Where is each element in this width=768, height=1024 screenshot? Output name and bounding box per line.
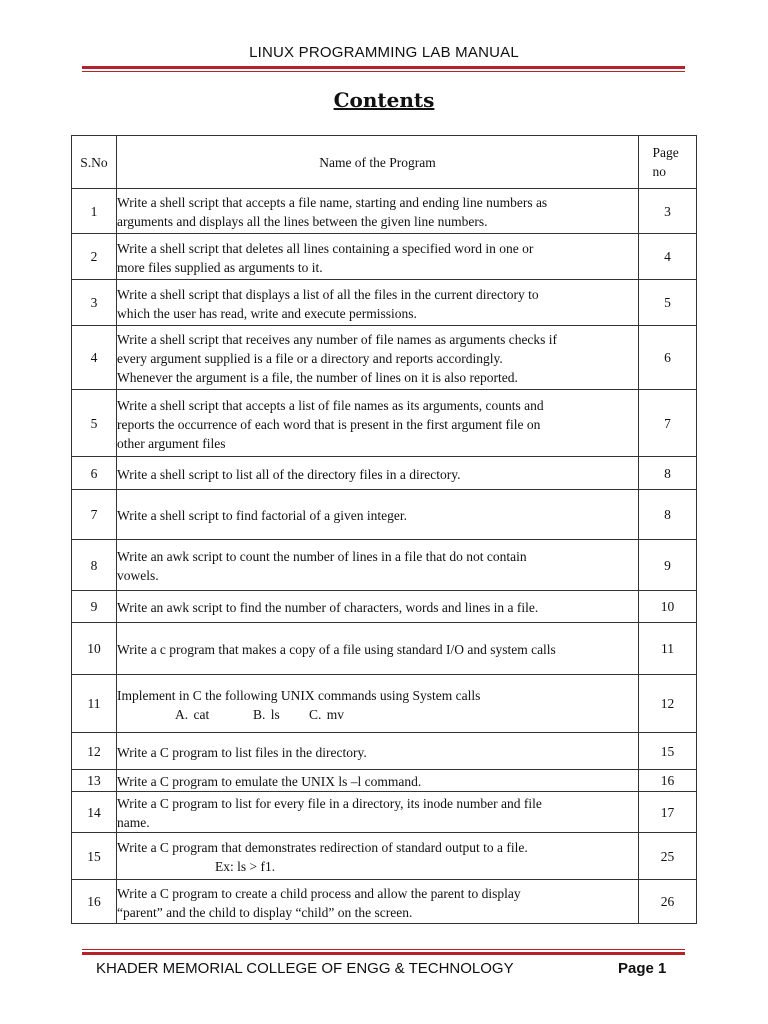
row-program	[117, 326, 639, 390]
program-line: Write a shell script to find factorial of a given integer.	[117, 508, 407, 523]
row-program	[117, 833, 639, 880]
table-row	[72, 733, 697, 770]
row-program	[117, 280, 639, 326]
row-sno: 4	[72, 326, 117, 390]
row-program	[117, 490, 639, 540]
program-line: Write a c program that makes a copy of a file using standard I/O and system calls	[117, 642, 556, 657]
program-line: Write a shell script that deletes all lines containing a specified word in one or	[117, 240, 534, 256]
row-page-no: 15	[639, 733, 697, 770]
program-line: Whenever the argument is a file, the number of lines on it is also reported.	[117, 370, 518, 385]
row-page-no: 10	[639, 591, 697, 623]
command-option: C. mv	[309, 706, 345, 722]
contents-heading: Contents	[333, 88, 435, 112]
row-page-no: 5	[639, 280, 697, 326]
row-sno: 1	[72, 189, 117, 234]
table-header-row	[72, 136, 697, 189]
row-program	[117, 770, 639, 792]
row-program	[117, 234, 639, 280]
program-line: Write a shell script that displays a list of all the files in the current directory to	[117, 286, 539, 302]
footer-page-number: Page 1	[618, 960, 667, 977]
program-line: Write an awk script to find the number of characters, words and lines in a file.	[117, 600, 539, 615]
row-program	[117, 390, 639, 457]
table-row	[72, 770, 697, 792]
header-sno: S.No	[72, 136, 117, 189]
row-page-no: 8	[639, 457, 697, 490]
program-line: Implement in C the following UNIX commands using System calls	[117, 687, 481, 703]
table-row	[72, 792, 697, 833]
row-page-no: 9	[639, 540, 697, 591]
program-line: Write a shell script that receives any number of file names as arguments checks if	[117, 332, 558, 347]
table-row	[72, 833, 697, 880]
footer-college-name: KHADER MEMORIAL COLLEGE OF ENGG & TECHNOLOGY	[96, 960, 514, 977]
row-program	[117, 675, 639, 733]
row-sno: 14	[72, 792, 117, 833]
program-line: Write a shell script that accepts a list of file names as its arguments, counts and	[117, 397, 544, 413]
table-row	[72, 189, 697, 234]
table-row	[72, 490, 697, 540]
table-row	[72, 234, 697, 280]
row-page-no: 16	[639, 770, 697, 792]
row-page-no: 26	[639, 880, 697, 924]
row-page-no: 25	[639, 833, 697, 880]
row-page-no: 7	[639, 390, 697, 457]
row-program	[117, 189, 639, 234]
row-sno: 5	[72, 390, 117, 457]
table-row	[72, 540, 697, 591]
command-option: A. cat	[175, 706, 210, 722]
table-row	[72, 675, 697, 733]
row-program	[117, 591, 639, 623]
program-line: other argument files	[117, 435, 226, 451]
contents-table	[71, 135, 697, 924]
program-line: which the user has read, write and execute permissions.	[117, 305, 417, 321]
table-row	[72, 326, 697, 390]
program-line: Write a C program to create a child process and allow the parent to display	[117, 885, 521, 901]
header-title: LINUX PROGRAMMING LAB MANUAL	[249, 44, 519, 61]
row-sno: 13	[72, 770, 117, 792]
row-sno: 2	[72, 234, 117, 280]
program-line: Write a shell script to list all of the directory files in a directory.	[117, 466, 461, 482]
table-body	[72, 189, 697, 924]
row-sno: 11	[72, 675, 117, 733]
row-page-no: 11	[639, 623, 697, 675]
header-rule-thick	[82, 66, 685, 69]
program-line: Write a C program that demonstrates redirection of standard output to a file.	[117, 840, 528, 855]
header-program-name: Name of the Program	[117, 136, 639, 189]
program-example: Ex: ls > f1.	[215, 859, 276, 874]
header-rule-thin	[82, 71, 685, 72]
program-line: vowels.	[117, 568, 159, 583]
row-sno: 6	[72, 457, 117, 490]
row-page-no: 8	[639, 490, 697, 540]
row-sno: 16	[72, 880, 117, 924]
row-page-no: 6	[639, 326, 697, 390]
row-sno: 8	[72, 540, 117, 591]
row-page-no: 3	[639, 189, 697, 234]
row-page-no: 4	[639, 234, 697, 280]
header-page-no: Page no	[639, 136, 697, 189]
table-row	[72, 880, 697, 924]
command-options	[117, 705, 638, 724]
program-line: Write a shell script that accepts a file name, starting and ending line numbers as	[117, 195, 548, 210]
program-line: Write a C program to emulate the UNIX ls –l command.	[117, 774, 422, 789]
row-sno: 15	[72, 833, 117, 880]
table-row	[72, 390, 697, 457]
row-page-no: 17	[639, 792, 697, 833]
row-program	[117, 540, 639, 591]
program-line: Write an awk script to count the number of lines in a file that do not contain	[117, 549, 527, 564]
row-sno: 3	[72, 280, 117, 326]
command-option: B. ls	[253, 706, 280, 722]
program-line: arguments and displays all the lines between the given line numbers.	[117, 214, 488, 229]
row-program	[117, 623, 639, 675]
row-sno: 10	[72, 623, 117, 675]
table-row	[72, 457, 697, 490]
table-row	[72, 280, 697, 326]
program-line: Write a C program to list files in the directory.	[117, 744, 367, 760]
program-line: more files supplied as arguments to it.	[117, 259, 323, 275]
program-line: Write a C program to list for every file in a directory, its inode number and file	[117, 796, 542, 811]
row-program	[117, 457, 639, 490]
table-row	[72, 623, 697, 675]
program-line: “parent” and the child to display “child” on the screen.	[117, 904, 413, 920]
row-program	[117, 792, 639, 833]
row-page-no: 12	[639, 675, 697, 733]
program-line: every argument supplied is a file or a directory and reports accordingly.	[117, 351, 503, 366]
row-program	[117, 880, 639, 924]
row-sno: 7	[72, 490, 117, 540]
program-line: reports the occurrence of each word that is present in the first argument file on	[117, 416, 541, 432]
row-sno: 12	[72, 733, 117, 770]
row-program	[117, 733, 639, 770]
footer-rule-thin	[82, 949, 685, 950]
row-sno: 9	[72, 591, 117, 623]
program-line: name.	[117, 815, 150, 830]
table-row	[72, 591, 697, 623]
footer-rule-thick	[82, 952, 685, 955]
